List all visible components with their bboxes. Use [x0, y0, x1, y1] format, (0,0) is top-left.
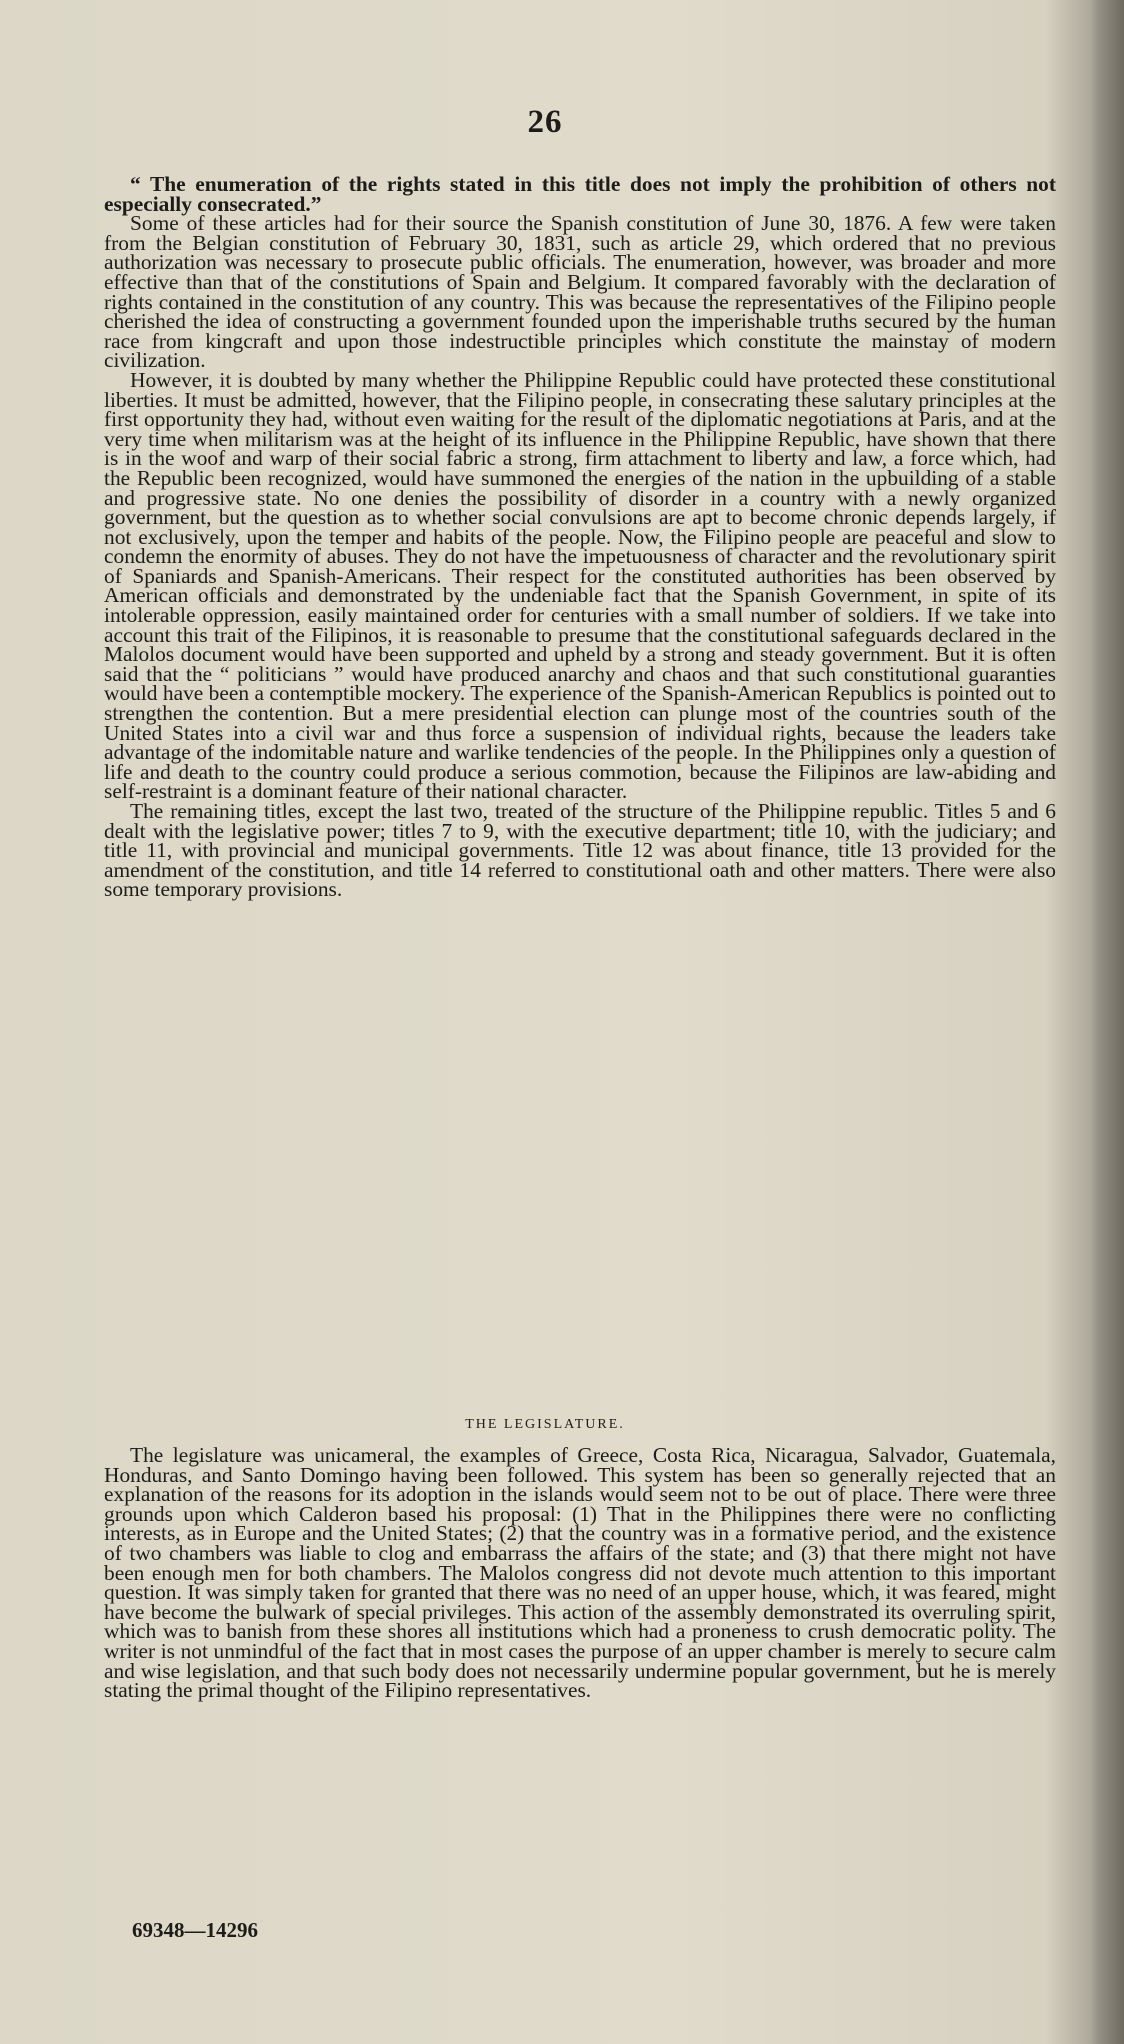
- page-number: 26: [527, 104, 563, 140]
- paragraph-sources: Some of these articles had for their source the Spanish constitution of June 30, 1876. A few were taken from the Belgian constitution of February 30, 1831, such as article 29, which ordered that no previous authorization was necessary to prosecute public officials. The enumeration, however, was broader and more effective than that of the constitutions of Spain and Belgium. It compared favorably with the declaration of rights contained in the constitution of any country. This was because the representatives of the Filipino people cherished the idea of constructing a government founded upon the imperishable truths secured by the human race from kingcraft and upon those indestructible principles which constitute the mainstay of modern civilization.: [104, 211, 1056, 373]
- paragraph-liberties: However, it is doubted by many whether the Philippine Republic could have protected these constitutional liberties. It must be admitted, however, that the Filipino people, in consecrating these salutary principles at the first opportunity they had, without even waiting for the result of the diplomatic negotiations at Paris, and at the very time when militarism was at the height of its influence in the Philippine Republic, have shown that there is in the woof and warp of their social fabric a strong, firm attachment to liberty and law, a force which, had the Republic been recognized, would have summoned the energies of the nation in the upbuilding of a stable and progressive state. No one denies the possibility of disorder in a country with a newly organized government, but the question as to whether social convulsions are apt to become chronic depends largely, if not exclusively, upon the temper and habits of the people. Now, the Filipino people are peaceful and slow to condemn the enormity of abuses. They do not have the impetuousness of character and the revolutionary spirit of Spaniards and Spanish-Americans. Their respect for the constituted authorities has been observed by American officials and demonstrated by the undeniable fact that the Spanish Government, in spite of its intolerable oppression, easily maintained order for centuries with a small number of soldiers. If we take into account this trait of the Filipinos, it is reasonable to presume that the constitutional safeguards declared in the Malolos document would have been supported and upheld by a strong and steady government. But it is often said that the “ politicians ” would have produced anarchy and chaos and that such constitutional guaranties would have been a contemptible mockery. The experience of the Spanish-American Republics is pointed out to strengthen the contention. But a mere presidential election can plunge most of the countries south of the United States into a civil war and thus force a suspension of individual rights, because the leaders take advantage of the indomitable nature and warlike tendencies of the people. In the Philippines only a question of life and death to the country could produce a serious commotion, because the Filipinos are law-abiding and self-restraint is a dominant feature of their national character.: [104, 367, 1056, 804]
- paragraph-remaining-titles: The remaining titles, except the last two, treated of the structure of the Philippine republic. Titles 5 and 6 dealt with the legislative power; titles 7 to 9, with the executive department; title 10, with the judiciary; and title 11, with provincial and municipal governments. Title 12 was about finance, title 13 provided for the amendment of the constitution, and title 14 referred to constitutional oath and other matters. There were also some temporary provisions.: [104, 799, 1056, 902]
- page-edge-shadow: [1090, 0, 1124, 2044]
- section-heading: THE LEGISLATURE.: [465, 1417, 625, 1432]
- quoted-paragraph: “ The enumeration of the rights stated in this title does not imply the prohibition of others not especially consecrated.”: [104, 172, 1056, 216]
- paragraph-legislature: The legislature was unicameral, the examples of Greece, Costa Rica, Nicaragua, Salvador, Guatemala, Honduras, and Santo Domingo having been followed. This system has been so generally rejected that an explanation of the reasons for its adoption in the islands would seem not to be out of place. There were three grounds upon which Calderon based his proposal: (1) That in the Philippines there were no conflicting interests, as in Europe and the United States; (2) that the country was in a formative period, and the existence of two chambers was liable to clog and embarrass the affairs of the state; and (3) that there might not have been enough men for both chambers. The Malolos congress did not devote much attention to this important question. It was simply taken for granted that there was no need of an upper house, which, it was feared, might have become the bulwark of special privileges. This action of the assembly demonstrated its overruling spirit, which was to banish from these shores all institutions which had a proneness to crush democratic polity. The writer is not unmindful of the fact that in most cases the purpose of an upper chamber is merely to secure calm and wise legislation, and that such body does not necessarily undermine popular government, but he is merely stating the primal thought of the Filipino representatives.: [104, 1443, 1056, 1703]
- footer-code: 69348—14296: [132, 1918, 258, 1942]
- body-text-upper: [104, 172, 1056, 902]
- body-text-lower: [104, 1443, 1056, 1703]
